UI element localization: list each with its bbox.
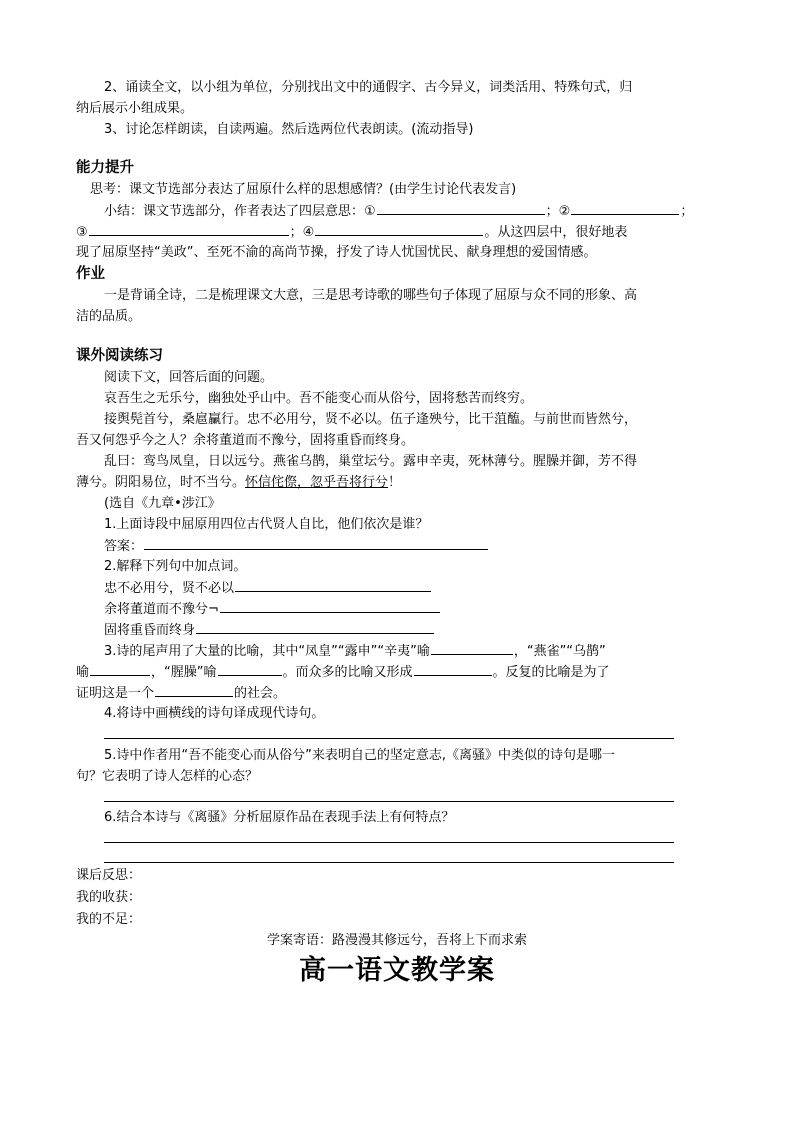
reflection-heading: 课后反思： [76, 868, 142, 883]
poem-source: (选自《九章•涉江》 [104, 496, 221, 511]
q1-answer-row [104, 536, 489, 557]
page-title: 高一语文教学案 [299, 955, 495, 986]
q2-a-text: 忠不必用兮，贤不必以 [104, 581, 235, 596]
question-2: 2.解释下列句中加点词。 [104, 559, 247, 574]
q6-answer-line-2[interactable] [104, 862, 674, 863]
blank-2[interactable] [571, 201, 679, 215]
summary-line3: 现了屈原坚持“美政”、至死不渝的高尚节操，抒发了诗人忧国忧民、献身理想的爱国情感。 [76, 245, 597, 260]
sep: ； [289, 225, 303, 240]
q3-line2 [76, 662, 610, 683]
sep: ； [680, 204, 694, 219]
poem-p3-end: ！ [388, 475, 402, 490]
q2-b-text: 余将董道而不豫兮 [104, 602, 209, 617]
homework-heading: 作业 [76, 266, 105, 282]
q2-c-blank[interactable] [196, 620, 434, 634]
reading-heading: 课外阅读练习 [76, 348, 163, 364]
q2-c-text: 固将重昏而终身 [104, 623, 196, 638]
q3-line3 [76, 683, 286, 704]
blank-1[interactable] [377, 201, 545, 215]
q5-line1: 5.诗中作者用“吾不能变心而从俗兮”来表明自己的坚定意志,《离骚》中类似的诗句是哪一 [104, 748, 616, 763]
question-6: 6.结合本诗与《离骚》分析屈原作品在表现手法上有何特点？ [104, 810, 455, 825]
q2-b-blank[interactable] [220, 599, 440, 613]
q3-blank-3[interactable] [218, 662, 282, 676]
q3-line1 [104, 641, 606, 662]
mark-2: ② [558, 204, 571, 219]
q3-text-e: 。而众多的比喻又形成 [282, 665, 413, 680]
q4-answer-line[interactable] [104, 738, 674, 739]
summary-start: 小结：课文节选部分，作者表达了四层意思：① [104, 204, 376, 219]
q3-text-a: 3.诗的尾声用了大量的比喻，其中“凤皇”“露申”“辛夷”喻 [104, 644, 430, 659]
q3-text-b: ，“燕雀”“乌鹊” [513, 644, 606, 659]
underlined-verse: 怀信侘傺，忽乎吾将行兮 [245, 475, 389, 490]
homework-line2: 洁的品质。 [76, 309, 142, 324]
q2-b-mark: ¬ [208, 602, 219, 617]
blank-4[interactable] [315, 222, 483, 236]
reflection-lack: 我的不足： [76, 912, 142, 927]
mark-4: ④ [302, 225, 315, 240]
q2-item-c [104, 620, 435, 641]
answer-label: 答案： [104, 539, 144, 554]
poem-p2-line2: 吾又何怨乎今之人？余将董道而不豫兮，固将重昏而终身。 [76, 433, 415, 448]
q2-a-blank[interactable] [235, 578, 431, 592]
summary-line2 [76, 222, 627, 243]
item2-line1: 2、诵读全文，以小组为单位，分别找出文中的通假字、古今异义，词类活用、特殊句式，归 [104, 80, 633, 95]
q6-answer-line-1[interactable] [104, 842, 674, 843]
mark-3: ③ [76, 225, 88, 240]
q3-text-d: ，“腥臊”喻 [151, 665, 217, 680]
q3-blank-5[interactable] [155, 683, 233, 697]
q3-text-h: 的社会。 [234, 686, 287, 701]
q3-blank-2[interactable] [90, 662, 150, 676]
item3: 3、讨论怎样朗读，自读两遍。然后选两位代表朗读。(流动指导) [104, 122, 474, 137]
poem-p2-line1: 接舆髡首兮，桑扈臝行。忠不必用兮，贤不必以。伍子逢殃兮，比干菹醢。与前世而皆然兮， [104, 412, 638, 427]
q3-text-c: 喻 [76, 665, 90, 680]
reading-instruction: 阅读下文，回答后面的问题。 [104, 370, 274, 385]
question-4: 4.将诗中画横线的诗句译成现代诗句。 [104, 706, 325, 721]
summary-line1 [104, 201, 693, 222]
question-1: 1.上面诗段中屈原用四位古代贤人自比，他们依次是谁？ [104, 517, 429, 532]
q1-answer-blank[interactable] [144, 536, 488, 550]
q3-blank-4[interactable] [414, 662, 492, 676]
homework-line1: 一是背诵全诗，二是梳理课文大意，三是思考诗歌的哪些句子体现了屈原与众不同的形象、高 [104, 288, 638, 303]
poem-p3-text: 薄兮。阴阳易位，时不当兮。 [76, 475, 246, 490]
q5-line2: 句？它表明了诗人怎样的心态？ [76, 769, 259, 784]
sep: ； [545, 204, 559, 219]
blank-3[interactable] [89, 222, 289, 236]
q3-blank-1[interactable] [431, 641, 513, 655]
summary-end: 。从这四层中，很好地表 [484, 225, 628, 240]
poem-p1: 哀吾生之无乐兮，幽独处乎山中。吾不能变心而从俗兮，固将愁苦而终穷。 [104, 391, 534, 406]
reflection-gain: 我的收获： [76, 890, 142, 905]
motto: 学案寄语：路漫漫其修远兮，吾将上下而求索 [266, 933, 527, 948]
q5-answer-line[interactable] [104, 801, 674, 802]
poem-p3-line1: 乱曰：鸾鸟凤皇，日以远兮。燕雀乌鹊，巢堂坛兮。露申辛夷，死林薄兮。腥臊并御，芳不得 [104, 454, 638, 469]
item2-line2: 纳后展示小组成果。 [76, 101, 194, 116]
q3-text-g: 证明这是一个 [76, 686, 155, 701]
q2-item-b [104, 599, 441, 620]
ability-heading: 能力提升 [76, 160, 134, 176]
q2-item-a [104, 578, 432, 599]
poem-p3-line2 [76, 473, 401, 493]
think-prompt: 思考：课文节选部分表达了屈原什么样的思想感情？(由学生讨论代表发言) [90, 182, 517, 197]
q3-text-f: 。反复的比喻是为了 [492, 665, 610, 680]
